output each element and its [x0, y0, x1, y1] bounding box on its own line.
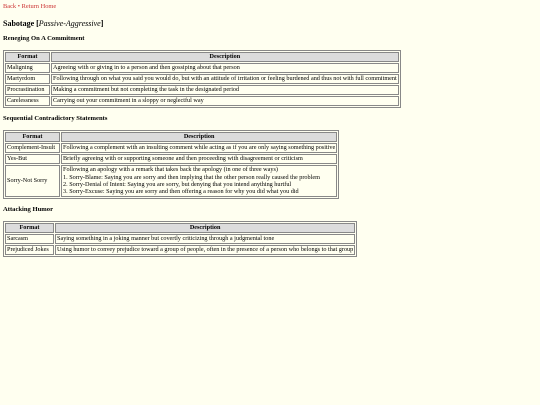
format-cell: Prejudiced Jokes [5, 245, 54, 255]
column-header-format: Format [5, 52, 50, 62]
nav-links [3, 3, 537, 11]
description-cell: Following a complement with an insulting comment while acting as if you are only saying something positive [63, 144, 336, 152]
format-cell: Complement-Insult [5, 143, 60, 153]
table-row [5, 96, 399, 106]
description-line: 1. Sorry-Blame: Saying you are sorry and then implying that the other person really caused the problem [63, 173, 320, 181]
table-header-row [5, 223, 355, 233]
table-row [5, 85, 399, 95]
table-header-row [5, 52, 399, 62]
return-home-link[interactable]: Return Home [21, 3, 57, 10]
description-cell: Saying something in a joking manner but covertly criticizing through a judgmental tone [55, 234, 355, 244]
description-cell: Using humor to convey prejudice toward a group of people, often in the presence of a person who belongs to that group [57, 246, 354, 254]
table-reneging [3, 50, 401, 108]
page-title-sub: Passive-Aggressive [38, 18, 101, 28]
description-line: Following an apology with a remark that takes back the apology (in one of three ways) [63, 166, 278, 174]
column-header-description: Description [55, 223, 355, 233]
column-header-format: Format [5, 223, 54, 233]
format-cell: Carelessness [5, 96, 50, 106]
back-link[interactable]: Back [3, 3, 17, 10]
format-cell: Yes-But [5, 154, 60, 164]
table-row [5, 143, 337, 153]
section-heading-reneging: Reneging On A Commitment [3, 35, 85, 43]
table-row [5, 245, 355, 255]
description-cell: Following through on what you said you would do, but with an attitude of irritation or feeling burdened and thus not with full commitment [53, 75, 397, 83]
format-cell: Sarcasm [5, 234, 54, 244]
description-line: 2. Sorry-Denial of Intent: Saying you are sorry, but denying that you intend anything hurtful [63, 180, 292, 188]
section-heading-sequential: Sequential Contradictory Statements [3, 115, 108, 123]
description-cell: Agreeing with or giving in to a person and then gossiping about that person [51, 63, 399, 73]
section-heading-attacking-humor: Attacking Humor [3, 205, 54, 213]
format-cell: Maligning [5, 63, 50, 73]
page-title-main: Sabotage [3, 18, 35, 28]
table-row [5, 154, 337, 164]
table-sequential [3, 130, 339, 199]
format-cell: Sorry-Not Sorry [5, 165, 60, 197]
table-row [5, 234, 355, 244]
nav-separator: • [17, 3, 20, 10]
column-header-format: Format [5, 132, 60, 142]
table-row [5, 63, 399, 73]
description-cell: Making a commitment but not completing the task in the designated period [51, 85, 399, 95]
format-cell: Procrastination [5, 85, 50, 95]
description-line: 3. Sorry-Excuse: Saying you are sorry and then offering a reason for why you did what you did [63, 188, 299, 196]
description-cell: Carrying out your commitment in a sloppy or neglectful way [51, 96, 399, 106]
table-row [5, 74, 399, 84]
table-row [5, 165, 337, 197]
column-header-description: Description [51, 52, 399, 62]
description-cell: Briefly agreeing with or supporting someone and then proceeding with disagreement or criticism [61, 154, 337, 164]
page-title: Sabotage [Passive-Aggressive] [3, 18, 104, 28]
table-header-row [5, 132, 337, 142]
column-header-description: Description [61, 132, 337, 142]
format-cell: Martyrdom [5, 74, 50, 84]
table-attacking-humor [3, 221, 357, 257]
description-cell [61, 165, 337, 197]
